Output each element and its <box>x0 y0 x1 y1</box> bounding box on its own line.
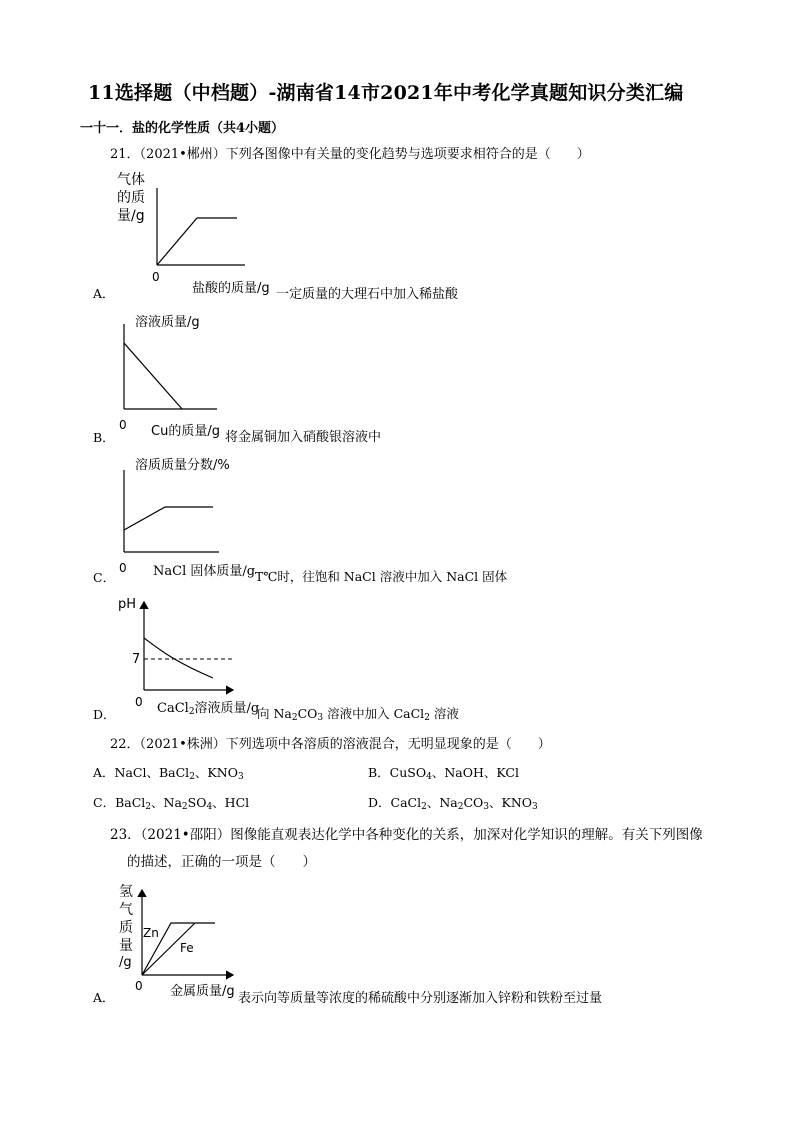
q21-option-c-letter[interactable]: C． <box>93 570 116 585</box>
q21-option-c-desc: T℃时，往饱和 NaCl 溶液中加入 NaCl 固体 <box>255 569 508 584</box>
graph-q23-zn-label: Zn <box>143 926 159 940</box>
graph-b-ylabel: 溶液质量/g <box>135 315 200 330</box>
q22-option-d[interactable]: D．CaCl$_2$、$Na_2CO_3$、$KNO_3$ <box>368 795 538 812</box>
q21-option-a-letter[interactable]: A． <box>93 286 115 301</box>
graph-d-ref-7: 7 <box>132 652 141 667</box>
question-23-stem-line1: 23．（2021•邵阳）图像能直观表达化学中各种变化的关系，加深对化学知识的理解。有关下列图像 <box>110 827 703 843</box>
section-heading: 一十一．盐的化学性质（共4小题） <box>80 121 285 136</box>
graph-d-ylabel: pH <box>118 597 137 612</box>
graph-d-xlabel: CaCl$_2$溶液质量/g <box>157 701 260 717</box>
graph-c <box>115 452 315 575</box>
graph-q23-ylabel-4: 量 <box>119 938 133 954</box>
graph-c-ylabel: 溶质质量分数/% <box>135 458 230 473</box>
graph-q23-ylabel-3: 质 <box>119 920 133 936</box>
graph-a-xlabel: 盐酸的质量/g <box>192 281 270 296</box>
graph-a-curve <box>157 218 237 265</box>
q22-option-c[interactable]: C．BaCl$_2$、$Na_2SO_4$、HCl <box>93 795 250 812</box>
graph-d-origin: 0 <box>135 695 143 709</box>
graph-q23-fe-label: Fe <box>180 941 194 955</box>
graph-a-ylabel-2: 的质 <box>117 190 145 206</box>
q21-option-d-letter[interactable]: D． <box>93 707 116 722</box>
q21-option-a-desc: 一定质量的大理石中加入稀盐酸 <box>276 287 459 302</box>
graph-q23-ylabel-2: 气 <box>119 902 133 918</box>
graph-a-origin: 0 <box>152 270 160 284</box>
graph-b-xlabel: Cu的质量/g <box>151 424 220 439</box>
question-22-stem: 22．（2021•株洲）下列选项中各溶质的溶液混合，无明显现象的是（ ） <box>110 737 551 752</box>
question-21-stem: 21．（2021•郴州）下列各图像中有关量的变化趋势与选项要求相符合的是（ ） <box>110 147 590 162</box>
graph-b-curve <box>124 343 182 409</box>
graph-q23-origin: 0 <box>135 979 143 993</box>
graph-q23-ylabel-1: 氢 <box>119 884 133 900</box>
graph-q23-xlabel: 金属质量/g <box>170 984 235 999</box>
graph-a-ylabel-1: 气体 <box>117 172 145 188</box>
graph-c-origin: 0 <box>119 561 127 575</box>
graph-q23-ylabel-5: /g <box>119 955 132 970</box>
q23-option-a-letter[interactable]: A． <box>93 990 115 1005</box>
q22-option-b[interactable]: B．CuSO$_4$、NaOH、KCl <box>368 765 519 782</box>
q22-option-a[interactable]: A．NaCl、BaCl$_2$、$KNO_3$ <box>93 765 244 782</box>
q21-option-d-desc: 向 $Na_2CO_3$ 溶液中加入 CaCl$_2$ 溶液 <box>257 706 459 723</box>
graph-a-ylabel-3: 量/g <box>117 208 145 224</box>
q21-option-b-letter[interactable]: B． <box>93 430 115 445</box>
question-23-stem-line2: 的描述，正确的一项是（ ） <box>127 854 316 870</box>
graph-c-curve <box>124 507 213 530</box>
graph-d-curve <box>144 638 213 678</box>
graph-d <box>115 590 315 710</box>
page-title: 11选择题（中档题）-湖南省14市2021年中考化学真题知识分类汇编 <box>88 82 684 104</box>
graph-c-xlabel: NaCl 固体质量/g <box>153 564 256 579</box>
q23-option-a-desc: 表示向等质量等浓度的稀硫酸中分别逐渐加入锌粉和铁粉至过量 <box>238 991 603 1006</box>
q21-option-b-desc: 将金属铜加入硝酸银溶液中 <box>225 430 382 445</box>
graph-b-origin: 0 <box>119 418 127 432</box>
